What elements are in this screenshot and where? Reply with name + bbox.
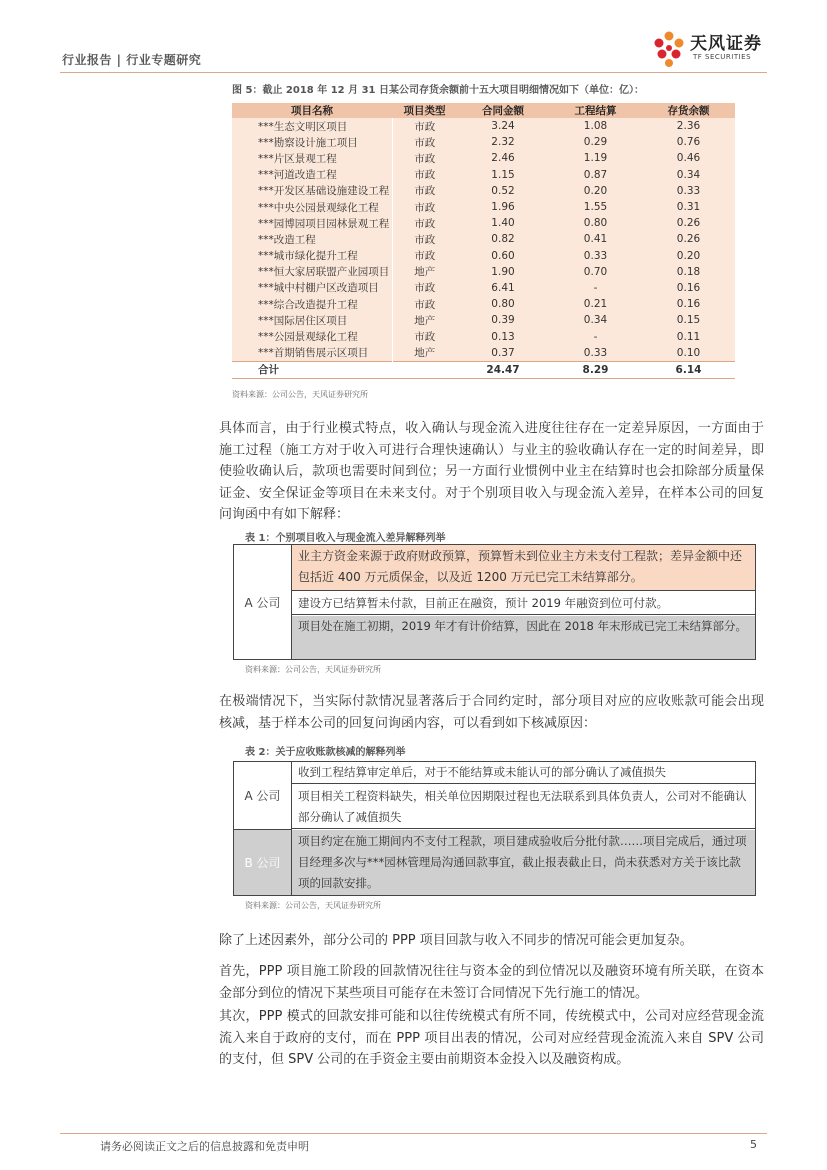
table-cell: 0.41 — [549, 231, 642, 247]
inventory-table — [232, 103, 735, 379]
table-row — [232, 328, 735, 344]
table-cell: 市政 — [392, 134, 457, 150]
body-paragraph: 首先，PPP 项目施工阶段的回款情况往往与资本金的到位情况以及融资环境有所关联，在资本金部分到位的情况下某些项目可能存在未签订合同情况下先行施工的情况。 — [219, 964, 764, 1001]
table-cell: 0.39 — [457, 312, 549, 328]
company-logo — [650, 28, 768, 70]
table-1-row: 业主方资金来源于政府财政预算，预算暂未到位业主方未支付工程款；差异金额中还包括近 400 万元质保金，以及近 1200 万元已完工未结算部分。 — [292, 545, 755, 591]
table-cell: 合计 — [232, 361, 392, 378]
table-cell: ***国际居住区项目 — [232, 312, 392, 328]
table-row — [232, 231, 735, 247]
table-cell: - — [549, 280, 642, 296]
table-row — [232, 150, 735, 166]
table-cell: 0.76 — [642, 134, 735, 150]
table-cell: 0.26 — [642, 231, 735, 247]
table-1-source: 资料来源：公司公告，天风证券研究所 — [245, 665, 381, 674]
report-category: 行业报告 | 行业专题研究 — [62, 53, 202, 67]
table-cell: 3.24 — [457, 118, 549, 134]
table-cell: 0.33 — [549, 248, 642, 264]
table-cell: ***河道改造工程 — [232, 167, 392, 183]
table-cell: ***改造工程 — [232, 231, 392, 247]
table-cell: 0.34 — [642, 167, 735, 183]
table-1-row: 建设方已结算暂未付款，目前正在融资，预计 2019 年融资到位可付款。 — [292, 592, 755, 615]
table-cell — [392, 361, 457, 378]
table-cell: 2.32 — [457, 134, 549, 150]
table-cell: 6.14 — [642, 361, 735, 378]
table-2-row: 项目约定在施工期间内不支付工程款，项目建成验收后分批付款……项目完成后，通过项目经理多次与***园林管理局沟通回款事宜，截止报表截止日，尚未获悉对方关于该比款项的回款安排。 — [292, 830, 755, 895]
table-cell: 6.41 — [457, 280, 549, 296]
table-cell: ***恒大家居联盟产业园项目 — [232, 264, 392, 280]
table-cell: 0.16 — [642, 280, 735, 296]
table-cell: 市政 — [392, 248, 457, 264]
flower-logo-icon — [650, 28, 688, 70]
table-cell: 市政 — [392, 183, 457, 199]
table-cell: 0.80 — [549, 215, 642, 231]
table-cell: 1.96 — [457, 199, 549, 215]
table-cell: ***首期销售展示区项目 — [232, 345, 392, 362]
table-row — [232, 264, 735, 280]
table-2 — [233, 761, 756, 896]
table-total-row — [232, 361, 735, 378]
table-cell: ***综合改造提升工程 — [232, 296, 392, 312]
logo-english-name: TF SECURITIES — [693, 53, 752, 61]
table-1-title: 表 1：个别项目收入与现金流入差异解释列举 — [245, 533, 446, 544]
column-header: 项目类型 — [392, 103, 457, 118]
table-row — [232, 183, 735, 199]
table-cell: 地产 — [392, 312, 457, 328]
table-cell: 市政 — [392, 215, 457, 231]
table-2-row: 项目相关工程资料缺失，相关单位因期限过程也无法联系到具体负责人，公司对不能确认部分确认了减值损失 — [292, 785, 755, 829]
table-cell: 市政 — [392, 150, 457, 166]
table-row — [232, 215, 735, 231]
table-cell: 1.90 — [457, 264, 549, 280]
body-paragraph: 其次，PPP 模式的回款安排可能和以往传统模式有所不同，传统模式中，公司对应经营现金流流入来自于政府的支付，而在 PPP 项目出表的情况，公司对应经营现金流流入来自 SPV 公司的支付，但 SPV 公司的在手资金主要由前期资本金投入以及融资构成。 — [219, 1009, 764, 1067]
table-cell: 0.60 — [457, 248, 549, 264]
table-row — [232, 248, 735, 264]
table-cell: ***城中村棚户区改造项目 — [232, 280, 392, 296]
table-row — [232, 134, 735, 150]
table-cell: 1.15 — [457, 167, 549, 183]
table-cell: 0.16 — [642, 296, 735, 312]
table-cell: 地产 — [392, 345, 457, 362]
table-cell: 1.19 — [549, 150, 642, 166]
table-row — [232, 280, 735, 296]
table-cell: 0.20 — [642, 248, 735, 264]
table-cell: ***勘察设计施工项目 — [232, 134, 392, 150]
table-cell: 市政 — [392, 167, 457, 183]
table-cell: 0.21 — [549, 296, 642, 312]
table-cell: 0.29 — [549, 134, 642, 150]
table-row — [232, 167, 735, 183]
table-cell: 市政 — [392, 280, 457, 296]
body-paragraph: 除了上述因素外，部分公司的 PPP 项目回款与收入不同步的情况可能会更加复杂。 — [219, 933, 693, 948]
table-cell: 0.52 — [457, 183, 549, 199]
table-cell: 市政 — [392, 118, 457, 134]
table-cell: 0.11 — [642, 328, 735, 344]
table-cell: 市政 — [392, 199, 457, 215]
table-cell: 0.26 — [642, 215, 735, 231]
figure-5-title: 图 5：截止 2018 年 12 月 31 日某公司存货余额前十五大项目明细情况如下（单位：亿）： — [232, 85, 644, 96]
table-cell: 0.20 — [549, 183, 642, 199]
table-2-row: 收到工程结算审定单后，对于不能结算或未能认可的部分确认了减值损失 — [292, 762, 755, 784]
table-row — [232, 312, 735, 328]
table-cell: - — [549, 328, 642, 344]
table-cell: ***园博园项目园林景观工程 — [232, 215, 392, 231]
table-row — [232, 118, 735, 134]
table-cell: ***公园景观绿化工程 — [232, 328, 392, 344]
table-cell: 1.40 — [457, 215, 549, 231]
table-row — [232, 199, 735, 215]
table-header-row — [232, 103, 735, 118]
column-header: 工程结算 — [549, 103, 642, 118]
table-cell: 24.47 — [457, 361, 549, 378]
table-cell: ***中央公园景观绿化工程 — [232, 199, 392, 215]
table-cell: 0.15 — [642, 312, 735, 328]
table-2-company-a: A 公司 — [234, 762, 292, 830]
table-cell: 0.34 — [549, 312, 642, 328]
table-cell: 2.36 — [642, 118, 735, 134]
table-cell: 地产 — [392, 264, 457, 280]
table-cell: 市政 — [392, 328, 457, 344]
table-cell: 0.37 — [457, 345, 549, 362]
page-number: 5 — [750, 1138, 757, 1151]
table-cell: 0.31 — [642, 199, 735, 215]
table-cell: 1.08 — [549, 118, 642, 134]
table-cell: ***开发区基础设施建设工程 — [232, 183, 392, 199]
table-2-title: 表 2：关于应收账款核减的解释列举 — [245, 747, 406, 758]
table-cell: ***城市绿化提升工程 — [232, 248, 392, 264]
column-header: 项目名称 — [232, 103, 392, 118]
table-2-company-b: B 公司 — [234, 830, 292, 895]
table-cell: 市政 — [392, 296, 457, 312]
body-paragraph: 具体而言，由于行业模式特点，收入确认与现金流入进度往往存在一定差异原因，一方面由于施工过程（施工方对于收入可进行合理快速确认）与业主的验收确认存在一定的时间差异，即使验收确认后，款项也需要时间到位；另一方面行业惯例中业主在结算时也会扣除部分质量保证金、安全保证金等项目在未来支付。对于个别项目收入与现金流入差异，在样本公司的回复问询函中有如下解释： — [219, 421, 764, 522]
footer-disclaimer: 请务必阅读正文之后的信息披露和免责申明 — [100, 1140, 309, 1153]
table-cell: 0.87 — [549, 167, 642, 183]
table-2-source: 资料来源：公司公告，天风证券研究所 — [245, 901, 381, 910]
body-paragraph: 在极端情况下，当实际付款情况显著落后于合同约定时，部分项目对应的应收账款可能会出现核减，基于样本公司的回复问询函内容，可以看到如下核减原因： — [219, 694, 764, 731]
table-cell: 市政 — [392, 231, 457, 247]
table-cell: 0.33 — [642, 183, 735, 199]
table-cell: 0.10 — [642, 345, 735, 362]
table-cell: 0.18 — [642, 264, 735, 280]
table-1-company: A 公司 — [234, 545, 292, 659]
table-cell: ***生态文明区项目 — [232, 118, 392, 134]
table-row — [232, 345, 735, 362]
table-cell: 0.82 — [457, 231, 549, 247]
table-cell: 0.46 — [642, 150, 735, 166]
table-cell: 0.70 — [549, 264, 642, 280]
table-cell: 8.29 — [549, 361, 642, 378]
table-cell: 0.80 — [457, 296, 549, 312]
table-cell: 0.13 — [457, 328, 549, 344]
table-1 — [233, 544, 756, 660]
table-cell: 2.46 — [457, 150, 549, 166]
table-cell: ***片区景观工程 — [232, 150, 392, 166]
figure-5-source: 资料来源：公司公告，天风证券研究所 — [232, 390, 368, 399]
column-header: 存货余额 — [642, 103, 735, 118]
column-header: 合同金额 — [457, 103, 549, 118]
table-cell: 0.33 — [549, 345, 642, 362]
header-divider — [60, 72, 767, 73]
table-row — [232, 296, 735, 312]
table-1-row: 项目处在施工初期，2019 年才有计价结算，因此在 2018 年末形成已完工未结算部分。 — [292, 616, 755, 659]
table-cell: 1.55 — [549, 199, 642, 215]
footer-divider — [60, 1133, 767, 1134]
logo-chinese-name: 天风证券 — [690, 34, 762, 54]
